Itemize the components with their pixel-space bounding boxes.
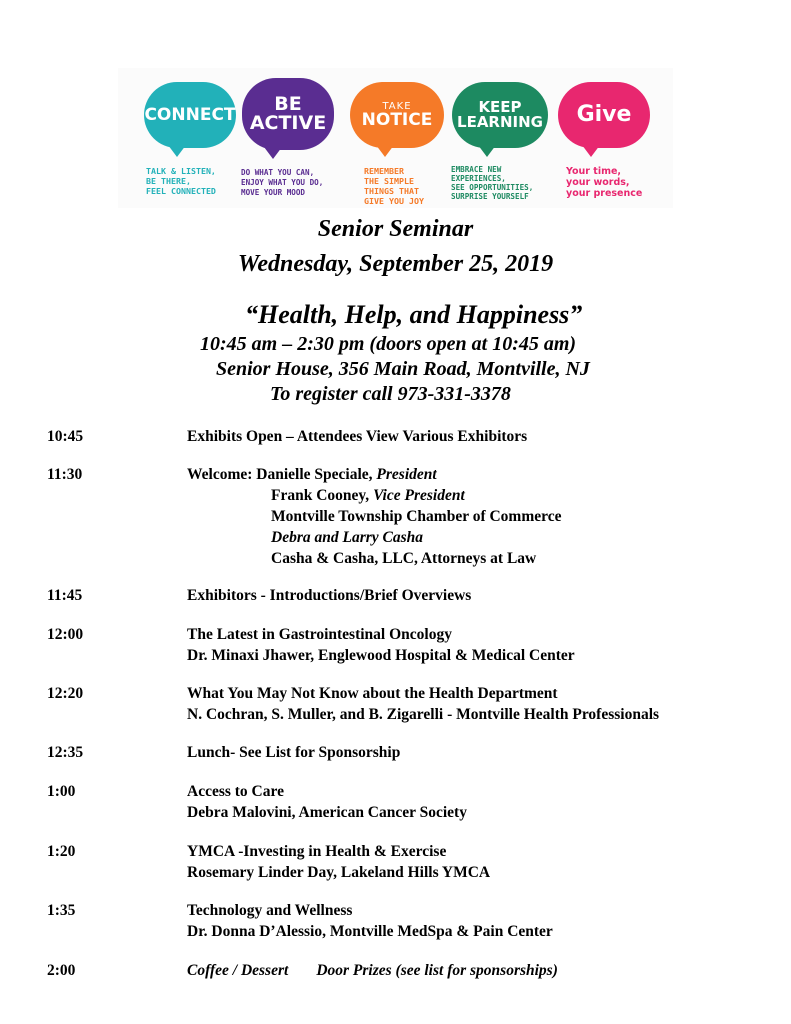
seminar-date: Wednesday, September 25, 2019 — [237, 251, 554, 277]
be-active-tagline: DO WHAT YOU CAN, ENJOY WHAT YOU DO, MOVE YOUR MOOD — [241, 168, 324, 197]
welcome-president-name: Welcome: Danielle Speciale, — [187, 466, 377, 483]
vice-president-name: Frank Cooney, — [271, 487, 374, 504]
learning-label: LEARNING — [457, 113, 543, 131]
agenda-item-title: Access to Care — [187, 783, 284, 800]
agenda-item-title: YMCA -Investing in Health & Exercise — [187, 843, 447, 860]
take-notice-tagline: REMEMBER THE SIMPLE THINGS THAT GIVE YOU JOY — [364, 166, 424, 206]
vice-president-role: Vice President — [373, 487, 465, 504]
be-active-bubble — [242, 78, 334, 150]
agenda-item-speaker: Dr. Minaxi Jhawer, Englewood Hospital & Medical Center — [187, 647, 575, 664]
agenda-time: 10:45 — [47, 428, 84, 445]
agenda-time: 2:00 — [47, 962, 76, 979]
agenda-time: 12:35 — [47, 744, 84, 761]
wellbeing-banner — [118, 68, 673, 208]
notice-label: NOTICE — [361, 109, 433, 130]
door-prizes: Door Prizes (see list for sponsorships) — [316, 962, 558, 979]
agenda-time: 12:00 — [47, 626, 84, 643]
active-label: ACTIVE — [249, 112, 327, 134]
coffee-dessert: Coffee / Dessert — [187, 962, 289, 979]
agenda-item-speaker: N. Cochran, S. Muller, and B. Zigarelli - Montville Health Professionals — [187, 706, 660, 723]
agenda-item-speaker: Dr. Donna D’Alessio, Montville MedSpa & Pain Center — [187, 923, 553, 940]
seminar-title: Senior Seminar — [317, 216, 474, 242]
agenda-item-title: Exhibitors - Introductions/Brief Overviews — [187, 587, 472, 604]
agenda-time: 1:00 — [47, 783, 76, 800]
agenda-time: 1:35 — [47, 902, 76, 919]
agenda-item-title: Lunch- See List for Sponsorship — [187, 744, 401, 761]
take-notice-bubble — [350, 82, 444, 148]
registration-phone: To register call 973-331-3378 — [270, 383, 511, 405]
connect-tagline: TALK & LISTEN, BE THERE, FEEL CONNECTED — [146, 166, 216, 196]
keep-learning-bubble — [452, 82, 548, 148]
be-label: BE — [274, 93, 302, 115]
agenda-time: 11:30 — [47, 466, 83, 483]
take-label: TAKE — [382, 100, 412, 112]
agenda-item-title: Technology and Wellness — [187, 902, 353, 919]
give-tagline: Your time, your words, your presence — [566, 166, 643, 199]
welcome-line — [187, 464, 561, 485]
connect-label: CONNECT — [144, 104, 236, 125]
connect-bubble — [144, 82, 236, 148]
chamber-name: Montville Township Chamber of Commerce — [271, 508, 562, 525]
seminar-time: 10:45 am – 2:30 pm (doors open at 10:45 am) — [200, 333, 577, 355]
keep-learning-tagline: EMBRACE NEW EXPERIENCES, SEE OPPORTUNITIES, SURPRISE YOURSELF — [451, 165, 534, 201]
president-role: President — [376, 466, 437, 483]
agenda-item-title: The Latest in Gastrointestinal Oncology — [187, 626, 452, 643]
agenda-item-speaker: Debra Malovini, American Cancer Society — [187, 804, 467, 821]
vice-president-line — [187, 485, 561, 506]
agenda-time: 11:45 — [47, 587, 83, 604]
agenda-time: 1:20 — [47, 843, 76, 860]
agenda-time: 12:20 — [47, 685, 84, 702]
agenda-item-title: What You May Not Know about the Health Department — [187, 685, 558, 702]
casha-firm: Casha & Casha, LLC, Attorneys at Law — [271, 550, 537, 567]
seminar-theme: “Health, Help, and Happiness” — [245, 300, 583, 329]
agenda-item-speaker: Rosemary Linder Day, Lakeland Hills YMCA — [187, 864, 491, 881]
seminar-location: Senior House, 356 Main Road, Montville, NJ — [216, 358, 590, 380]
give-bubble — [558, 82, 650, 148]
casha-names: Debra and Larry Casha — [271, 529, 424, 546]
give-label: Give — [576, 102, 632, 127]
agenda-item-title: Exhibits Open – Attendees View Various Exhibitors — [187, 428, 528, 445]
keep-label: KEEP — [478, 98, 522, 116]
